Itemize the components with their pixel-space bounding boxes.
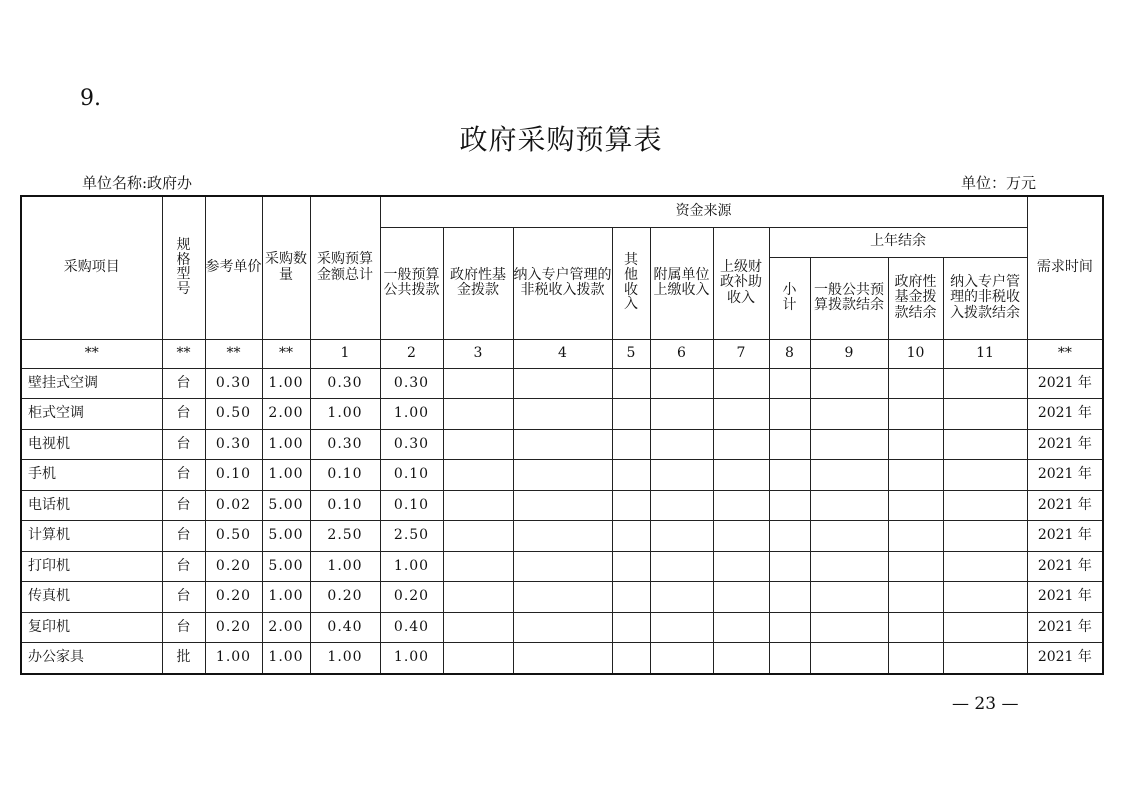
cell-empty bbox=[943, 399, 1027, 430]
cell-empty bbox=[769, 521, 810, 552]
header-item: 采购项目 bbox=[21, 196, 162, 339]
column-number: ** bbox=[21, 339, 162, 368]
cell-item: 打印机 bbox=[21, 551, 162, 582]
cell-qty: 2.00 bbox=[262, 612, 310, 643]
cell-empty bbox=[650, 521, 713, 552]
cell-total: 0.10 bbox=[310, 460, 380, 491]
cell-time: 2021 年 bbox=[1027, 399, 1103, 430]
table-row bbox=[21, 551, 1103, 582]
cell-empty bbox=[713, 582, 769, 613]
cell-empty bbox=[443, 612, 513, 643]
column-number: 9 bbox=[810, 339, 888, 368]
cell-time: 2021 年 bbox=[1027, 429, 1103, 460]
cell-empty bbox=[650, 643, 713, 674]
cell-empty bbox=[888, 551, 943, 582]
cell-empty bbox=[888, 582, 943, 613]
cell-qty: 1.00 bbox=[262, 368, 310, 399]
cell-empty bbox=[943, 551, 1027, 582]
cell-empty bbox=[513, 429, 612, 460]
cell-time: 2021 年 bbox=[1027, 551, 1103, 582]
cell-empty bbox=[612, 521, 650, 552]
cell-price: 1.00 bbox=[205, 643, 262, 674]
cell-empty bbox=[612, 582, 650, 613]
cell-empty bbox=[513, 368, 612, 399]
column-number: 6 bbox=[650, 339, 713, 368]
cell-empty bbox=[650, 399, 713, 430]
header-special-nontax-balance: 纳入专户管理的非税收入拨款结余 bbox=[943, 257, 1027, 339]
cell-item: 电视机 bbox=[21, 429, 162, 460]
cell-empty bbox=[513, 612, 612, 643]
cell-empty bbox=[810, 521, 888, 552]
cell-empty bbox=[888, 399, 943, 430]
cell-empty bbox=[713, 399, 769, 430]
cell-empty bbox=[650, 582, 713, 613]
cell-time: 2021 年 bbox=[1027, 368, 1103, 399]
unit-label: 单位：万元 bbox=[960, 174, 1036, 192]
table-row bbox=[21, 368, 1103, 399]
table-row bbox=[21, 460, 1103, 491]
column-number: 1 bbox=[310, 339, 380, 368]
cell-empty bbox=[612, 460, 650, 491]
table-row bbox=[21, 612, 1103, 643]
column-number: ** bbox=[262, 339, 310, 368]
cell-empty bbox=[443, 521, 513, 552]
cell-empty bbox=[888, 643, 943, 674]
cell-general: 0.30 bbox=[380, 368, 443, 399]
column-number: ** bbox=[205, 339, 262, 368]
cell-time: 2021 年 bbox=[1027, 582, 1103, 613]
cell-empty bbox=[943, 582, 1027, 613]
cell-empty bbox=[612, 551, 650, 582]
procurement-budget-table bbox=[20, 195, 1104, 675]
cell-empty bbox=[612, 429, 650, 460]
header-demand-time: 需求时间 bbox=[1027, 196, 1103, 339]
cell-unit: 批 bbox=[162, 643, 205, 674]
cell-empty bbox=[769, 551, 810, 582]
cell-qty: 1.00 bbox=[262, 582, 310, 613]
cell-general: 2.50 bbox=[380, 521, 443, 552]
cell-empty bbox=[943, 521, 1027, 552]
cell-empty bbox=[888, 521, 943, 552]
cell-empty bbox=[443, 582, 513, 613]
cell-item: 壁挂式空调 bbox=[21, 368, 162, 399]
cell-qty: 5.00 bbox=[262, 551, 310, 582]
cell-empty bbox=[713, 521, 769, 552]
header-affiliated-income: 附属单位上缴收入 bbox=[650, 227, 713, 339]
cell-empty bbox=[888, 490, 943, 521]
cell-empty bbox=[713, 612, 769, 643]
cell-price: 0.30 bbox=[205, 368, 262, 399]
column-number: 10 bbox=[888, 339, 943, 368]
cell-empty bbox=[443, 551, 513, 582]
cell-empty bbox=[513, 460, 612, 491]
header-superior-subsidy: 上级财政补助收入 bbox=[713, 227, 769, 339]
table-row bbox=[21, 429, 1103, 460]
cell-price: 0.20 bbox=[205, 582, 262, 613]
cell-total: 1.00 bbox=[310, 399, 380, 430]
cell-qty: 5.00 bbox=[262, 490, 310, 521]
cell-empty bbox=[443, 460, 513, 491]
cell-empty bbox=[810, 582, 888, 613]
cell-item: 办公家具 bbox=[21, 643, 162, 674]
cell-total: 0.40 bbox=[310, 612, 380, 643]
cell-total: 0.30 bbox=[310, 368, 380, 399]
cell-unit: 台 bbox=[162, 429, 205, 460]
cell-price: 0.20 bbox=[205, 551, 262, 582]
cell-general: 1.00 bbox=[380, 643, 443, 674]
cell-empty bbox=[513, 521, 612, 552]
cell-time: 2021 年 bbox=[1027, 490, 1103, 521]
cell-empty bbox=[769, 643, 810, 674]
cell-empty bbox=[443, 643, 513, 674]
cell-price: 0.50 bbox=[205, 521, 262, 552]
column-number: 3 bbox=[443, 339, 513, 368]
cell-empty bbox=[513, 490, 612, 521]
cell-empty bbox=[713, 490, 769, 521]
cell-item: 柜式空调 bbox=[21, 399, 162, 430]
cell-empty bbox=[943, 460, 1027, 491]
cell-empty bbox=[888, 429, 943, 460]
table-row bbox=[21, 399, 1103, 430]
cell-qty: 1.00 bbox=[262, 429, 310, 460]
cell-total: 1.00 bbox=[310, 551, 380, 582]
header-subtotal: 小计 bbox=[769, 257, 810, 339]
cell-empty bbox=[612, 399, 650, 430]
cell-price: 0.02 bbox=[205, 490, 262, 521]
cell-empty bbox=[769, 399, 810, 430]
cell-price: 0.20 bbox=[205, 612, 262, 643]
cell-time: 2021 年 bbox=[1027, 460, 1103, 491]
page-number: — 23 — bbox=[952, 694, 1019, 714]
cell-empty bbox=[650, 460, 713, 491]
cell-empty bbox=[513, 643, 612, 674]
table-row bbox=[21, 521, 1103, 552]
cell-empty bbox=[513, 551, 612, 582]
table-row bbox=[21, 582, 1103, 613]
cell-empty bbox=[810, 490, 888, 521]
cell-empty bbox=[713, 368, 769, 399]
cell-unit: 台 bbox=[162, 582, 205, 613]
cell-item: 电话机 bbox=[21, 490, 162, 521]
column-number: 11 bbox=[943, 339, 1027, 368]
table-row bbox=[21, 490, 1103, 521]
cell-price: 0.50 bbox=[205, 399, 262, 430]
cell-empty bbox=[612, 368, 650, 399]
cell-empty bbox=[612, 490, 650, 521]
cell-empty bbox=[769, 368, 810, 399]
cell-empty bbox=[769, 460, 810, 491]
cell-empty bbox=[513, 399, 612, 430]
cell-empty bbox=[443, 399, 513, 430]
cell-empty bbox=[650, 490, 713, 521]
cell-item: 传真机 bbox=[21, 582, 162, 613]
cell-empty bbox=[443, 429, 513, 460]
cell-empty bbox=[943, 490, 1027, 521]
cell-unit: 台 bbox=[162, 612, 205, 643]
cell-empty bbox=[769, 582, 810, 613]
cell-unit: 台 bbox=[162, 490, 205, 521]
cell-empty bbox=[650, 368, 713, 399]
cell-general: 1.00 bbox=[380, 551, 443, 582]
cell-empty bbox=[769, 612, 810, 643]
column-number: 2 bbox=[380, 339, 443, 368]
cell-empty bbox=[650, 551, 713, 582]
header-gov-fund-balance: 政府性基金拨款结余 bbox=[888, 257, 943, 339]
cell-empty bbox=[713, 643, 769, 674]
cell-empty bbox=[513, 582, 612, 613]
column-number: ** bbox=[162, 339, 205, 368]
cell-price: 0.30 bbox=[205, 429, 262, 460]
cell-unit: 台 bbox=[162, 551, 205, 582]
cell-empty bbox=[650, 429, 713, 460]
cell-item: 复印机 bbox=[21, 612, 162, 643]
cell-empty bbox=[443, 490, 513, 521]
cell-empty bbox=[612, 612, 650, 643]
cell-empty bbox=[713, 551, 769, 582]
header-funding-source: 资金来源 bbox=[380, 196, 1027, 227]
page-title: 政府采购预算表 bbox=[459, 123, 663, 156]
cell-empty bbox=[943, 612, 1027, 643]
header-general-budget-balance: 一般公共预算拨款结余 bbox=[810, 257, 888, 339]
cell-empty bbox=[713, 460, 769, 491]
column-number: ** bbox=[1027, 339, 1103, 368]
cell-empty bbox=[888, 612, 943, 643]
cell-empty bbox=[810, 460, 888, 491]
cell-qty: 1.00 bbox=[262, 460, 310, 491]
cell-general: 1.00 bbox=[380, 399, 443, 430]
cell-time: 2021 年 bbox=[1027, 521, 1103, 552]
cell-total: 2.50 bbox=[310, 521, 380, 552]
cell-unit: 台 bbox=[162, 460, 205, 491]
cell-general: 0.30 bbox=[380, 429, 443, 460]
header-prev-year-balance: 上年结余 bbox=[769, 227, 1027, 257]
cell-item: 手机 bbox=[21, 460, 162, 491]
header-quantity: 采购数量 bbox=[262, 196, 310, 339]
cell-empty bbox=[888, 368, 943, 399]
cell-empty bbox=[443, 368, 513, 399]
cell-time: 2021 年 bbox=[1027, 643, 1103, 674]
cell-general: 0.40 bbox=[380, 612, 443, 643]
column-number: 8 bbox=[769, 339, 810, 368]
cell-item: 计算机 bbox=[21, 521, 162, 552]
cell-empty bbox=[888, 460, 943, 491]
cell-qty: 5.00 bbox=[262, 521, 310, 552]
unit-name: 单位名称:政府办 bbox=[82, 174, 193, 192]
cell-empty bbox=[810, 429, 888, 460]
cell-qty: 1.00 bbox=[262, 643, 310, 674]
cell-empty bbox=[810, 643, 888, 674]
cell-qty: 2.00 bbox=[262, 399, 310, 430]
header-special-nontax: 纳入专户管理的非税收入拨款 bbox=[513, 227, 612, 339]
cell-empty bbox=[943, 643, 1027, 674]
cell-empty bbox=[810, 399, 888, 430]
cell-unit: 台 bbox=[162, 399, 205, 430]
cell-empty bbox=[769, 490, 810, 521]
cell-general: 0.10 bbox=[380, 460, 443, 491]
cell-time: 2021 年 bbox=[1027, 612, 1103, 643]
header-general-budget: 一般预算公共拨款 bbox=[380, 227, 443, 339]
cell-total: 1.00 bbox=[310, 643, 380, 674]
column-number: 7 bbox=[713, 339, 769, 368]
column-number: 5 bbox=[612, 339, 650, 368]
cell-price: 0.10 bbox=[205, 460, 262, 491]
header-other-income: 其他收入 bbox=[612, 227, 650, 339]
cell-total: 0.30 bbox=[310, 429, 380, 460]
header-ref-price: 参考单价 bbox=[205, 196, 262, 339]
cell-empty bbox=[810, 551, 888, 582]
section-number: 9. bbox=[80, 86, 101, 111]
cell-empty bbox=[769, 429, 810, 460]
header-spec: 规格型号 bbox=[162, 196, 205, 339]
column-number: 4 bbox=[513, 339, 612, 368]
cell-total: 0.20 bbox=[310, 582, 380, 613]
cell-empty bbox=[810, 612, 888, 643]
cell-general: 0.10 bbox=[380, 490, 443, 521]
cell-unit: 台 bbox=[162, 368, 205, 399]
header-total: 采购预算金额总计 bbox=[310, 196, 380, 339]
cell-unit: 台 bbox=[162, 521, 205, 552]
cell-empty bbox=[612, 643, 650, 674]
header-gov-fund: 政府性基金拨款 bbox=[443, 227, 513, 339]
cell-empty bbox=[650, 612, 713, 643]
table-row bbox=[21, 643, 1103, 674]
cell-general: 0.20 bbox=[380, 582, 443, 613]
cell-empty bbox=[943, 368, 1027, 399]
cell-empty bbox=[810, 368, 888, 399]
cell-total: 0.10 bbox=[310, 490, 380, 521]
cell-empty bbox=[943, 429, 1027, 460]
cell-empty bbox=[713, 429, 769, 460]
